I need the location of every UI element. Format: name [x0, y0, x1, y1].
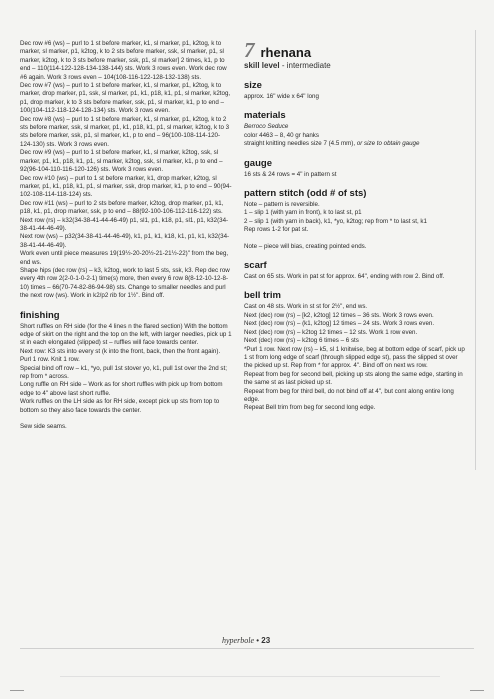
materials-heading: materials [244, 110, 286, 122]
instruction-paragraph: Shape hips (dec row (rs) – k3, k2tog, work to last 5 sts, ssk, k3. Rep dec row every 4th row 2(2-0-1-0-2-1) time(s) more, then every 6 row 8(8-12-10-12-8-10) times – 66(70-74-82-86-94-98) sts. Change to smaller needles and purl the next row (ws). Work in k2/p2 rib for 1½". Bind off. [20, 266, 230, 300]
closing-line: Sew side seams. [20, 423, 67, 431]
instruction-paragraph: Dec row #6 (ws) – purl to 1 st before marker, k1, sl marker, p1, k2tog, k to marker, sl marker, p1, k2tog, k to 2 sts before marker, ssk, sl marker, p1, sl marker, k2tog, k to 3 sts before marker, ssk, p1, sl marker] 2 times, k1, p to end – 110(114-122-128-134-138-144) sts. Work 3 rows even. Work dec row #6 again. Work 3 rows even – 104(108-116-122-128-132-138) sts. [20, 40, 227, 81]
instruction-paragraph: Next row (rs) – k32(34-38-41-44-46-49) p1, sl1, p1, k18, p1, sl1, p1, k32(34-38-41-44-46-49). [20, 216, 229, 232]
bell-line: Repeat from beg for second bell, picking up sts along the same edge, starting in the same st as last picked up st. [244, 370, 463, 387]
stitch-note: Note – piece will bias, creating pointed ends. [244, 242, 367, 250]
bell-trim-heading: bell trim [244, 290, 281, 302]
page-number: 23 [261, 636, 271, 645]
bell-line: Next (dec) row (rs) – k2tog 12 times – 12 sts. Work 1 row even. [244, 328, 418, 336]
instruction-paragraph: Dec row #11 (ws) – purl to 2 sts before marker, k2tog, drop marker, p1, k1, p18, k1, p1, drop marker, ssk, p to end – 88(92-100-106-112-116-122) sts. [20, 199, 224, 216]
crop-mark [10, 690, 24, 691]
finishing-paragraph: Short ruffles on RH side (for the 4 lines n the flared section) With the bottom edge of skirt on the right and the top on the left, with larger needles, pick up 1 st in each elongated (slipped) st – ruffles will face towards center. [20, 322, 232, 347]
materials-brand [244, 123, 466, 131]
finishing-heading: finishing [20, 309, 60, 321]
skill-level [244, 61, 466, 71]
skill-value: - intermediate [281, 61, 331, 70]
margin-rule [475, 30, 476, 470]
bell-line: Repeat from beg for third bell, do not bind off at 4", but cont along entire long edge. [244, 387, 454, 403]
pattern-title: rhenana [260, 45, 312, 60]
stitch-line: 2 – slip 1 (with yarn in back), k1, *yo, k2tog; rep from * to last st, k1 [244, 217, 427, 225]
bell-line: Next (dec) row (rs) – (k1, k2tog] 12 times – 24 sts. Work 3 rows even. [244, 320, 435, 328]
instruction-paragraph: Dec row #10 (ws) – purl to 1 st before marker, k1, drop marker, k2tog, sl marker, p1, k1, p18, k1, p1, sl marker, ssk, drop marker, k1, p to end – 90(94-102-108-114-118-124) sts. [20, 174, 232, 199]
skill-label: skill level [244, 61, 280, 70]
crop-mark [470, 690, 484, 691]
instruction-paragraph: Dec row #7 (ws) – purl to 1 st before marker, k1, sl marker, p1, k2tog, k to marker, drop marker, p1, ssk, sl marker, p1, k1, p18, k1, p1, sl marker, k2tog, p1, drop marker, k to 3 sts before marker, ssk, p1, sl marker, k1, p to end – 100(104-112-118-124-128-134) sts. Work 3 rows even. [20, 82, 231, 115]
finishing-paragraph: Work ruffles on the LH side as for RH side, except pick up sts from top to bottom so they also face towards the center. [20, 398, 220, 414]
pattern-number: 7 [244, 38, 255, 62]
stitch-line: Note – pattern is reversible. [244, 201, 320, 209]
instruction-paragraph: Work even until piece measures 19(19½-20-20½-21-21½-22)" from the beg, end ws. [20, 250, 229, 266]
materials-needles [244, 140, 466, 148]
finishing-paragraph: Next row: K3 sts into every st (k into the front, back, then the front again). Purl 1 row. Knit 1 row. [20, 347, 221, 364]
pattern-stitch-heading: pattern stitch (odd # of sts) [244, 188, 367, 200]
finishing-paragraph: Long ruffle on RH side – Work as for short ruffles with pick up from bottom edge to 4" above last short ruffle. [20, 381, 223, 397]
stitch-line: Rep rows 1-2 for pat st. [244, 226, 309, 234]
left-column [20, 40, 232, 431]
bell-line: Next (dec) row (rs) – [k2, k2tog] 12 times – 36 sts. Work 3 rows even. [244, 311, 434, 319]
instruction-paragraph: Dec row #8 (ws) – purl to 1 st before marker, k1, sl marker, p1, k2tog, k to 2 sts before marker, ssk, sl marker, p1, k1, p18, k1, p1, sl marker, k2tog, k to 3 sts before marker, ssk, p1, sl marker, k1, p to end – 96(100-108-114-120-124-130) sts. Work 3 rows even. [20, 115, 230, 148]
gauge-text: 16 sts & 24 rows = 4" in pattern st [244, 170, 337, 178]
materials-needles-text: straight knitting needles size 7 (4.5 mm), [244, 140, 356, 148]
bell-line: Cast on 48 sts. Work in st st for 2½", end ws. [244, 303, 368, 311]
scarf-heading: scarf [244, 260, 267, 272]
bell-line: Repeat Bell trim from beg for second long edge. [244, 404, 376, 412]
instruction-paragraph: Dec row #9 (ws) – purl to 1 st before marker, k1, sl marker, k2tog, ssk, sl marker, p1, k1, p18, k1, p1, sl marker, k2tog, ssk, sl marker, k1, p to end – 92(96-104-110-116-120-126) sts. Work 3 rows even. [20, 149, 223, 174]
bell-line: *Purl 1 row. Next row (rs) – k5, sl 1 knitwise, beg at bottom edge of scarf, pick up 1 st from long edge of scarf (through slipped edge st), pass the slipped st over the picked up st. Rep from * for approx. 4". Bind off on next ws row. [244, 345, 465, 370]
finishing-paragraph: Special bind off row – k1, *yo, pull 1st stover yo, k1, pull 1st over the 2nd st; rep from * across. [20, 364, 227, 381]
instruction-paragraph: Next row (ws) – p32(34-38-41-44-46-49), k1, p1, k1, k18, k1, p1, k1, k32(34-38-41-44-46-49). [20, 233, 230, 249]
right-column [244, 40, 466, 413]
footer-rule [20, 648, 474, 649]
magazine-name: hyperbole [222, 636, 254, 645]
page-footer [222, 636, 270, 646]
footer-separator: • [254, 636, 262, 645]
gauge-heading: gauge [244, 157, 272, 169]
pattern-header [244, 40, 466, 60]
materials-brand-name: Berroco Seduce [244, 123, 289, 131]
size-text: approx. 16" wide x 64" long [244, 93, 319, 100]
materials-color: color 4463 – 8, 40 gr hanks [244, 131, 319, 139]
scan-edge-line [60, 676, 440, 677]
materials-needles-alt: or size to obtain gauge [356, 140, 420, 148]
stitch-line: 1 – slip 1 (with yarn in front), k to last st, p1 [244, 209, 362, 217]
scarf-text: Cast on 65 sts. Work in pat st for approx. 64", ending with row 2. Bind off. [244, 273, 445, 281]
bell-line: Next (dec) row (rs) – k2tog 6 times – 6 sts [244, 337, 359, 345]
size-heading: size [244, 80, 262, 91]
